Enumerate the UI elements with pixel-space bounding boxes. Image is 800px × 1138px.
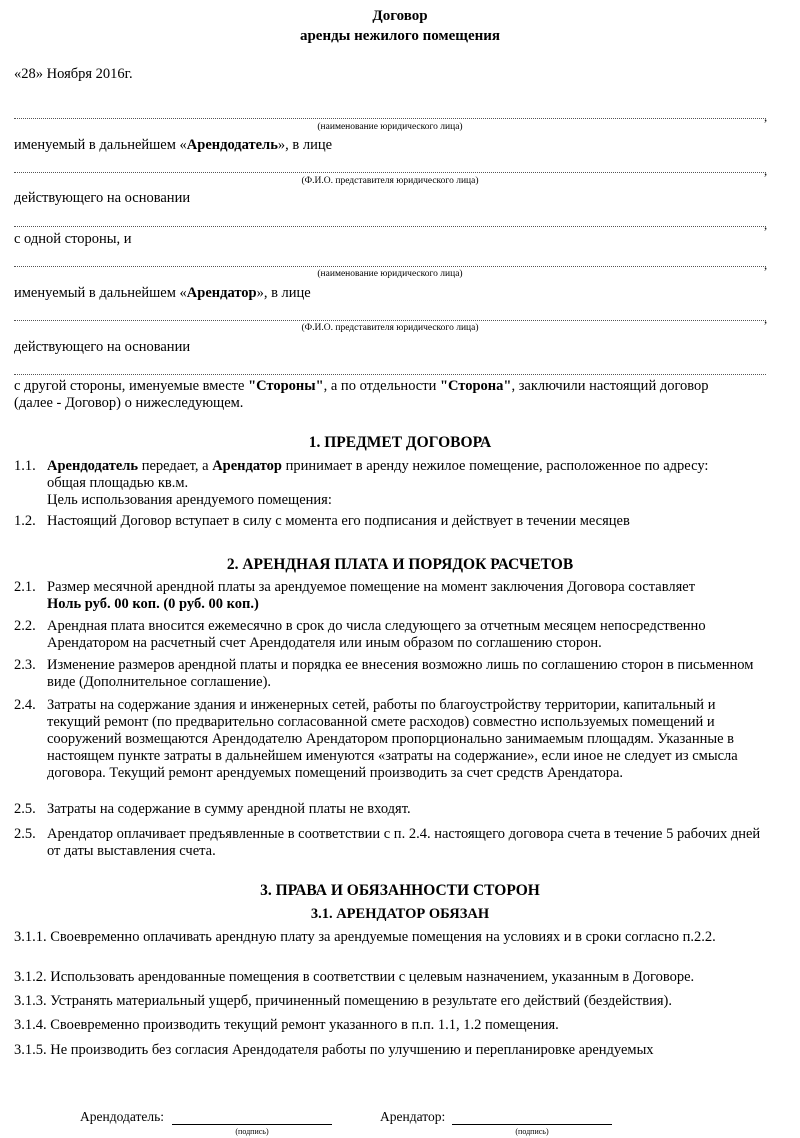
basis-line xyxy=(14,226,766,227)
tenant-signature-line[interactable] xyxy=(452,1124,612,1125)
tenant-signature-label: Арендатор: xyxy=(380,1109,446,1124)
landlord-intro: именуемый в дальнейшем «Арендодатель», в лице xyxy=(14,137,333,153)
item-text: Затраты на содержание здания и инженерных сетей, работы по благоустройству территории, капитальный и текущий ремонт (по предварительно согласованной смете расходов) совместно используемых помещений и сооружений возмещаются Арендодателю Арендатором пропорционально занимаемым площадям. Указанные в настоящем пункте затраты в дальнейшем именуются «затраты на содержание», если иное не следует из смысла договора. Текущий ремонт арендуемых помещений производить за счет средств Арендатора. xyxy=(47,697,738,781)
landlord-rep-line xyxy=(14,172,766,173)
tenant-intro: именуемый в дальнейшем «Арендатор», в лице xyxy=(14,285,311,301)
parties-closing: с другой стороны, именуемые вместе "Стороны", а по отдельности "Сторона", заключили настоящий договор (далее - Договор) о нижеследующем. xyxy=(14,378,709,411)
section-heading: 3. ПРАВА И ОБЯЗАННОСТИ СТОРОН xyxy=(260,882,540,899)
item-number: 2.1. xyxy=(14,579,36,595)
comma: , xyxy=(764,163,768,178)
item-text: Размер месячной арендной платы за арендуемое помещение на момент заключения Договора составляет Ноль руб. 00 коп. (0 руб. 00 коп.) xyxy=(47,579,696,612)
item-text: 3.1.5. Не производить без согласия Арендодателя работы по улучшению и перепланировке арендуемых xyxy=(14,1042,654,1058)
tenant-name-line xyxy=(14,266,766,267)
document-subtitle: аренды нежилого помещения xyxy=(299,28,501,44)
caption-representative: (Ф.И.О. представителя юридического лица) xyxy=(301,323,479,333)
subsection-heading: 3.1. АРЕНДАТОР ОБЯЗАН xyxy=(310,906,490,922)
item-number: 2.4. xyxy=(14,697,36,713)
item-number: 2.5. xyxy=(14,826,36,842)
caption-representative: (Ф.И.О. представителя юридического лица) xyxy=(301,176,479,186)
tenant-rep-line xyxy=(14,320,766,321)
comma: , xyxy=(764,311,768,326)
item-text: 3.1.2. Использовать арендованные помещения в соответствии с целевым назначением, указанным в Договоре. xyxy=(14,969,695,985)
signature-caption: (подпись) xyxy=(235,1127,269,1136)
item-text: Арендная плата вносится ежемесячно в срок до числа следующего за отчетным месяцем непосредственно Арендатором на расчетный счет Арендодателя или иным образом по соглашению сторон. xyxy=(47,618,706,651)
signature-caption: (подпись) xyxy=(515,1127,549,1136)
item-number: 2.3. xyxy=(14,657,36,673)
item-number: 1.1. xyxy=(14,458,36,474)
one-side-text: с одной стороны, и xyxy=(14,231,132,247)
item-number: 2.5. xyxy=(14,801,36,817)
item-text: Арендатор оплачивает предъявленные в соответствии с п. 2.4. настоящего договора счета в течение 5 рабочих дней от даты выставления счета. xyxy=(47,826,761,859)
contract-date: «28» Ноября 2016г. xyxy=(14,66,133,82)
item-number: 1.2. xyxy=(14,513,36,529)
item-text: 3.1.4. Своевременно производить текущий ремонт указанного в п.п. 1.1, 1.2 помещения. xyxy=(14,1017,559,1033)
item-text: 3.1.1. Своевременно оплачивать арендную плату за арендуемые помещения на условиях и в сроки согласно п.2.2. xyxy=(14,929,716,945)
basis-line xyxy=(14,374,766,375)
comma: , xyxy=(764,217,768,232)
landlord-name-line xyxy=(14,118,766,119)
item-text: Настоящий Договор вступает в силу с момента его подписания и действует в течении месяцев xyxy=(47,513,630,529)
item-text: Изменение размеров арендной платы и порядка ее внесения возможно лишь по соглашению сторон в письменном виде (Дополнительное соглашение). xyxy=(47,657,754,690)
acting-basis: действующего на основании xyxy=(14,190,191,206)
caption-legal-name: (наименование юридического лица) xyxy=(317,122,463,132)
item-number: 2.2. xyxy=(14,618,36,634)
section-heading: 1. ПРЕДМЕТ ДОГОВОРА xyxy=(308,434,492,451)
document-title: Договор xyxy=(372,8,428,24)
landlord-signature-line[interactable] xyxy=(172,1124,332,1125)
acting-basis: действующего на основании xyxy=(14,339,191,355)
landlord-signature-label: Арендодатель: xyxy=(80,1109,164,1124)
item-text: 3.1.3. Устранять материальный ущерб, причиненный помещению в результате его действий (бездействия). xyxy=(14,993,672,1009)
comma: , xyxy=(764,109,768,124)
item-text: Затраты на содержание в сумму арендной платы не входят. xyxy=(47,801,411,817)
section-heading: 2. АРЕНДНАЯ ПЛАТА И ПОРЯДОК РАСЧЕТОВ xyxy=(226,556,574,573)
item-text: Арендодатель передает, а Арендатор принимает в аренду нежилое помещение, расположенное по адресу: общая площадью кв.м. Цель использования арендуемого помещения: xyxy=(47,458,709,508)
caption-legal-name: (наименование юридического лица) xyxy=(317,269,463,279)
comma: , xyxy=(764,257,768,272)
